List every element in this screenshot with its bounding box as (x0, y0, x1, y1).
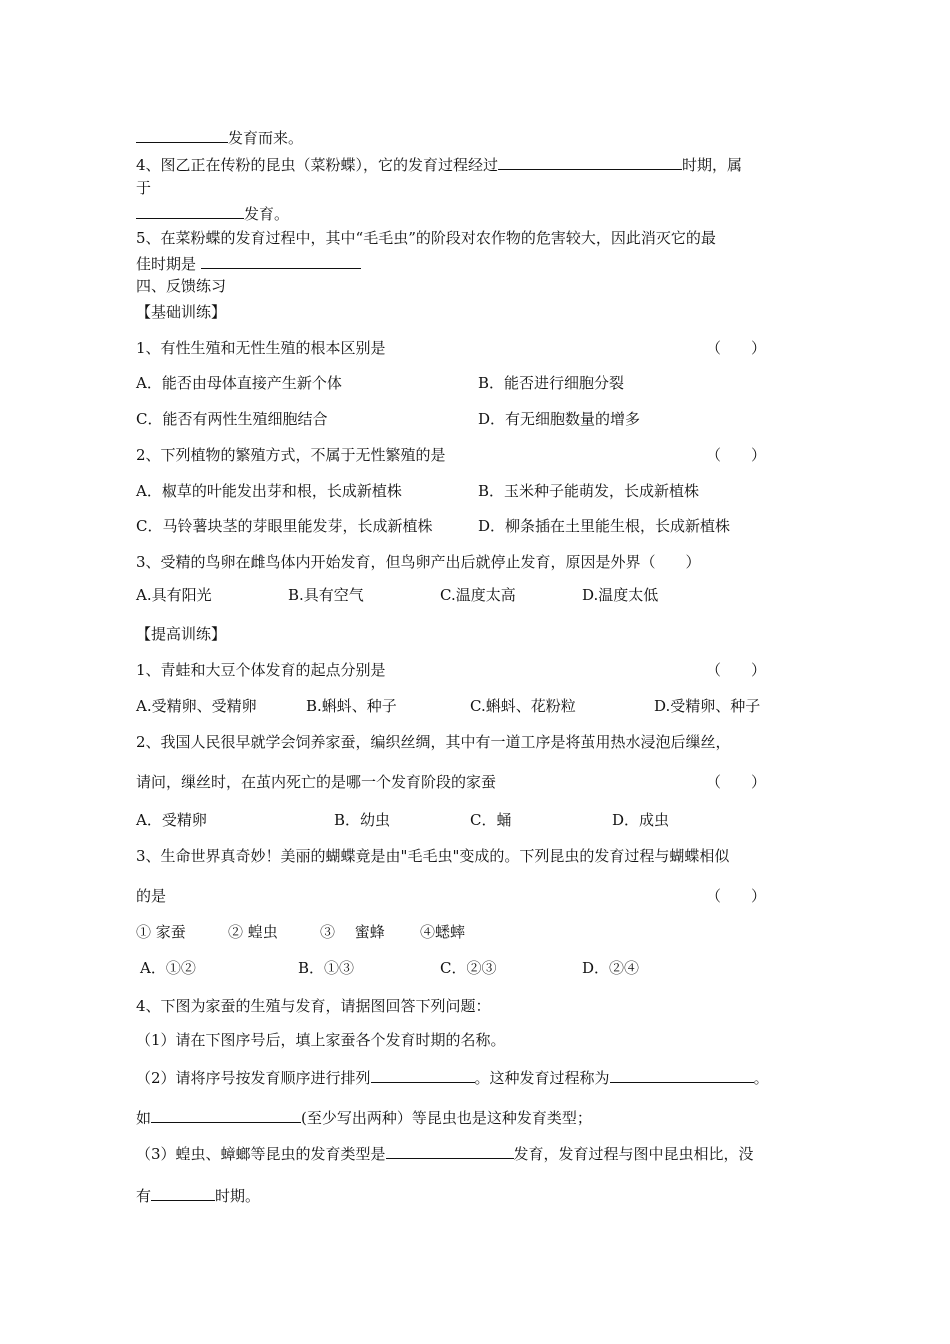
q4-prev-line2: 于 (136, 179, 152, 197)
answer-blank[interactable] (498, 153, 682, 170)
adv-q4-sub1: （1）请在下图序号后，填上家蚕各个发育时期的名称。 (136, 1031, 506, 1049)
adv-q3-option-c[interactable]: C．②③ (440, 959, 497, 977)
answer-blank[interactable] (151, 1184, 215, 1201)
q4-prev-line3: 发育。 (136, 202, 289, 224)
answer-blank[interactable] (386, 1142, 514, 1159)
adv-q2-option-d[interactable]: D．成虫 (612, 811, 670, 829)
answer-paren[interactable]: （ ） (706, 661, 767, 679)
basic-q1-option-d[interactable]: D．有无细胞数量的增多 (478, 410, 641, 428)
adv-q4-sub2-line2: 如 (至少写出两种）等昆虫也是这种发育类型； (136, 1106, 592, 1128)
adv-q3-item-1: ① 家蚕 (136, 923, 186, 941)
section-title: 四、反馈练习 (136, 277, 227, 295)
adv-q3-option-d[interactable]: D．②④ (582, 959, 640, 977)
adv-q4-sub3-line2: 有 时期。 (136, 1184, 260, 1206)
answer-paren[interactable]: （ ） (706, 339, 767, 357)
answer-blank[interactable] (201, 252, 361, 269)
q5-prev-line2: 佳时期是 (136, 252, 361, 274)
adv-q2-option-a[interactable]: A．受精卵 (136, 811, 207, 829)
adv-q2-option-b[interactable]: B．幼虫 (334, 811, 391, 829)
adv-q4-sub3: （3）蝗虫、蟑螂等昆虫的发育类型是 发育，发育过程与图中昆虫相比，没 (136, 1142, 754, 1164)
adv-q4-stem: 4、下图为家蚕的生殖与发育，请据图回答下列问题： (136, 997, 491, 1015)
basic-q1-option-a[interactable]: A．能否由母体直接产生新个体 (136, 374, 342, 392)
adv-q3-line1: 3、生命世界真奇妙！美丽的蝴蝶竟是由"毛毛虫"变成的。下列昆虫的发育过程与蝴蝶相似 (136, 847, 730, 865)
basic-q3-option-c[interactable]: C.温度太高 (440, 586, 516, 604)
basic-q3-option-b[interactable]: B.具有空气 (288, 586, 364, 604)
basic-q2-option-c[interactable]: C．马铃薯块茎的芽眼里能发芽，长成新植株 (136, 517, 433, 535)
adv-q1-option-c[interactable]: C.蝌蚪、花粉粒 (470, 697, 576, 715)
answer-blank[interactable] (610, 1066, 754, 1083)
adv-q3-option-b[interactable]: B．①③ (298, 959, 355, 977)
basic-q2-option-a[interactable]: A．椒草的叶能发出芽和根，长成新植株 (136, 482, 402, 500)
basic-training-title: 【基础训练】 (136, 303, 227, 321)
adv-q3-option-a[interactable]: A．①② (140, 959, 196, 977)
adv-q1-option-a[interactable]: A.受精卵、受精卵 (136, 697, 257, 715)
basic-q1-option-c[interactable]: C．能否有两性生殖细胞结合 (136, 410, 328, 428)
adv-q1-option-d[interactable]: D.受精卵、种子 (654, 697, 761, 715)
answer-blank[interactable] (371, 1066, 475, 1083)
adv-q3-item-2: ② 蝗虫 (228, 923, 278, 941)
basic-q2-option-d[interactable]: D．柳条插在土里能生根，长成新植株 (478, 517, 731, 535)
basic-q2-option-b[interactable]: B．玉米种子能萌发，长成新植株 (478, 482, 700, 500)
q4-prev-line1: 4、图乙正在传粉的昆虫（菜粉蝶），它的发育过程经过 时期，属 (136, 153, 742, 175)
q5-prev-line1: 5、在菜粉蝶的发育过程中，其中“毛毛虫”的阶段对农作物的危害较大，因此消灭它的最 (136, 229, 716, 247)
basic-q3-option-d[interactable]: D.温度太低 (582, 586, 659, 604)
continuation-line: 发育而来。 (136, 126, 303, 148)
adv-q4-sub2: （2）请将序号按发育顺序进行排列 。这种发育过程称为 。 (136, 1066, 769, 1088)
answer-blank[interactable] (136, 202, 244, 219)
basic-q3-stem: 3、受精的鸟卵在雌鸟体内开始发育，但鸟卵产出后就停止发育，原因是外界（ ） (136, 553, 701, 571)
adv-q2-option-c[interactable]: C．蛹 (470, 811, 512, 829)
basic-q2-stem: 2、下列植物的繁殖方式，不属于无性繁殖的是 (136, 446, 446, 464)
answer-blank[interactable] (136, 126, 228, 143)
adv-q1-stem: 1、青蛙和大豆个体发育的起点分别是 (136, 661, 386, 679)
answer-paren[interactable]: （ ） (706, 887, 767, 905)
adv-q3-line2: 的是 (136, 887, 167, 905)
answer-paren[interactable]: （ ） (706, 773, 767, 791)
basic-q1-option-b[interactable]: B．能否进行细胞分裂 (478, 374, 625, 392)
basic-q1-stem: 1、有性生殖和无性生殖的根本区别是 (136, 339, 386, 357)
adv-q2-line2: 请问，缫丝时，在茧内死亡的是哪一个发育阶段的家蚕 (136, 773, 497, 791)
adv-q3-item-3: ③ 蜜蜂 (320, 923, 385, 941)
basic-q3-option-a[interactable]: A.具有阳光 (136, 586, 212, 604)
adv-q2-line1: 2、我国人民很早就学会饲养家蚕，编织丝绸，其中有一道工序是将茧用热水浸泡后缫丝， (136, 733, 731, 751)
advanced-training-title: 【提高训练】 (136, 625, 227, 643)
answer-blank[interactable] (151, 1106, 301, 1123)
adv-q3-item-4: ④蟋蟀 (420, 923, 466, 941)
answer-paren[interactable]: （ ） (706, 446, 767, 464)
adv-q1-option-b[interactable]: B.蝌蚪、种子 (306, 697, 397, 715)
